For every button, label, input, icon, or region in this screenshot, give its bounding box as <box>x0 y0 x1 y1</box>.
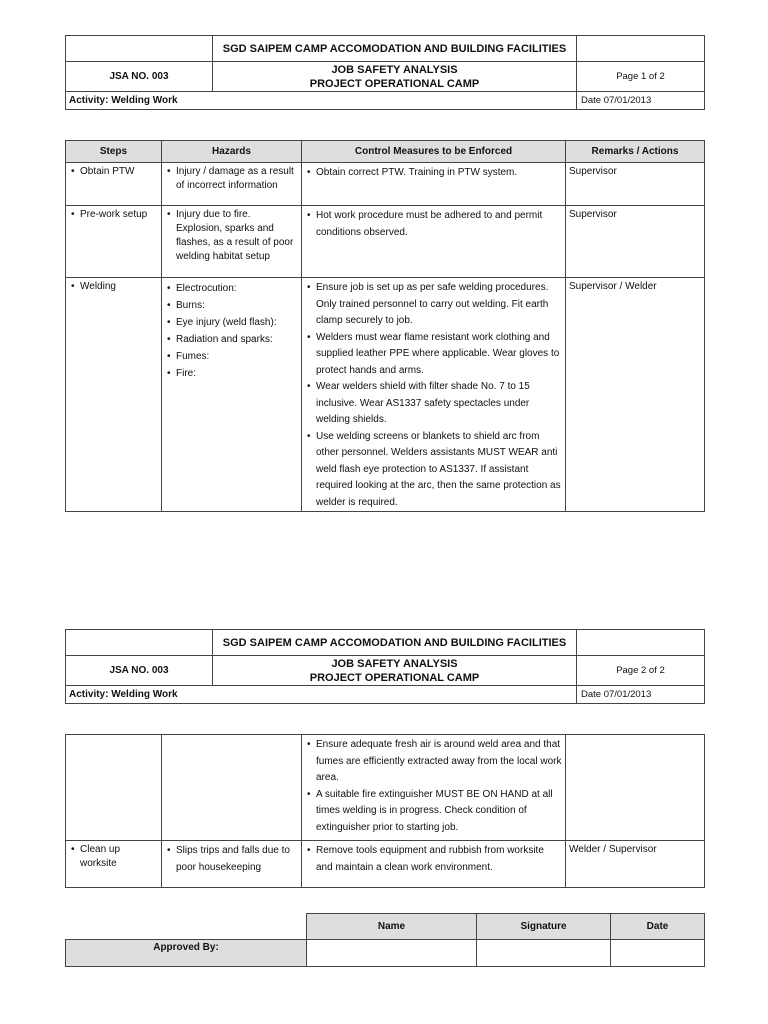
title-line-1: JOB SAFETY ANALYSIS <box>331 63 458 76</box>
table-row <box>66 163 705 206</box>
hazard-item: • Injury / damage as a result of incorrect information <box>165 165 298 193</box>
remarks-text: Supervisor <box>566 206 705 278</box>
hazard-item: • Electrocution: <box>165 280 298 297</box>
signature-column-header: Signature <box>477 914 611 940</box>
column-header-steps: Steps <box>66 141 162 163</box>
hazard-item: • Radiation and sparks: <box>165 331 298 348</box>
date-column-header: Date <box>611 914 705 940</box>
name-column-header: Name <box>307 914 477 940</box>
approver-signature-field[interactable] <box>477 940 611 967</box>
control-item: • Wear welders shield with filter shade No. 7 to 15 inclusive. Wear AS1337 safety spectacles under welding shields. <box>305 379 562 429</box>
activity-label: Activity: Welding Work <box>66 686 577 704</box>
remarks-text: Supervisor <box>566 163 705 206</box>
document-title <box>213 656 577 686</box>
step-text: • Pre-work setup <box>69 208 158 222</box>
page-number: Page 1 of 2 <box>577 62 705 92</box>
approver-name-field[interactable] <box>307 940 477 967</box>
title-line-2: PROJECT OPERATIONAL CAMP <box>309 77 480 90</box>
hazard-item: • Injury due to fire. Explosion, sparks and flashes, as a result of poor welding habitat setup <box>165 208 298 264</box>
control-item: • Obtain correct PTW. Training in PTW system. <box>305 165 562 182</box>
hazard-item: • Fumes: <box>165 348 298 365</box>
company-name: SGD SAIPEM CAMP ACCOMODATION AND BUILDING FACILITIES <box>213 36 577 62</box>
hazard-item: • Slips trips and falls due to poor housekeeping <box>165 843 298 876</box>
column-header-controls: Control Measures to be Enforced <box>302 141 566 163</box>
table-row <box>66 841 705 888</box>
title-line-2: PROJECT OPERATIONAL CAMP <box>309 671 480 684</box>
control-item: • Remove tools equipment and rubbish from worksite and maintain a clean work environment. <box>305 843 562 876</box>
column-header-hazards: Hazards <box>162 141 302 163</box>
jsa-number: JSA NO. 003 <box>66 62 213 92</box>
document-title <box>213 62 577 92</box>
control-item: • Use welding screens or blankets to shield arc from other personnel. Welders assistants MUST WEAR anti weld flash eye protection to AS1337. If assistant required looking at the arc, then the same protection as welder is required. <box>305 429 562 512</box>
control-item: • Ensure job is set up as per safe welding procedures. Only trained personnel to carry out welding. Fit earth clamp securely to job. <box>305 280 562 330</box>
table-row <box>66 278 705 512</box>
hazard-item: • Burns: <box>165 297 298 314</box>
remarks-text: Supervisor / Welder <box>566 278 705 512</box>
control-item: • Welders must wear flame resistant work clothing and supplied leather PPE where applicable. Wear gloves to protect hands and arms. <box>305 330 562 380</box>
table-row <box>66 735 705 841</box>
control-item: • A suitable fire extinguisher MUST BE ON HAND at all times welding is in progress. Check condition of extinguisher prior to starting job. <box>305 787 562 837</box>
page2-header <box>65 629 705 704</box>
approved-by-label: Approved By: <box>66 940 307 967</box>
step-text: • Obtain PTW <box>69 165 158 179</box>
remarks-text: Welder / Supervisor <box>566 841 705 888</box>
control-item: • Hot work procedure must be adhered to and permit conditions observed. <box>305 208 562 241</box>
column-header-remarks: Remarks / Actions <box>566 141 705 163</box>
approval-table <box>65 913 705 967</box>
jsa-table-page2 <box>65 734 705 888</box>
table-row <box>66 206 705 278</box>
activity-label: Activity: Welding Work <box>66 92 577 110</box>
page-number: Page 2 of 2 <box>577 656 705 686</box>
document-date: Date 07/01/2013 <box>577 686 705 704</box>
step-text: • Clean up worksite <box>69 843 158 871</box>
step-text: • Welding <box>69 280 158 294</box>
document-date: Date 07/01/2013 <box>577 92 705 110</box>
jsa-number: JSA NO. 003 <box>66 656 213 686</box>
title-line-1: JOB SAFETY ANALYSIS <box>331 657 458 670</box>
hazard-item: • Fire: <box>165 365 298 382</box>
jsa-table-page1 <box>65 140 705 512</box>
page1-header <box>65 35 705 110</box>
hazard-item: • Eye injury (weld flash): <box>165 314 298 331</box>
control-item: • Ensure adequate fresh air is around weld area and that fumes are efficiently extracted away from the local work area. <box>305 737 562 787</box>
approval-date-field[interactable] <box>611 940 705 967</box>
company-name: SGD SAIPEM CAMP ACCOMODATION AND BUILDING FACILITIES <box>213 630 577 656</box>
